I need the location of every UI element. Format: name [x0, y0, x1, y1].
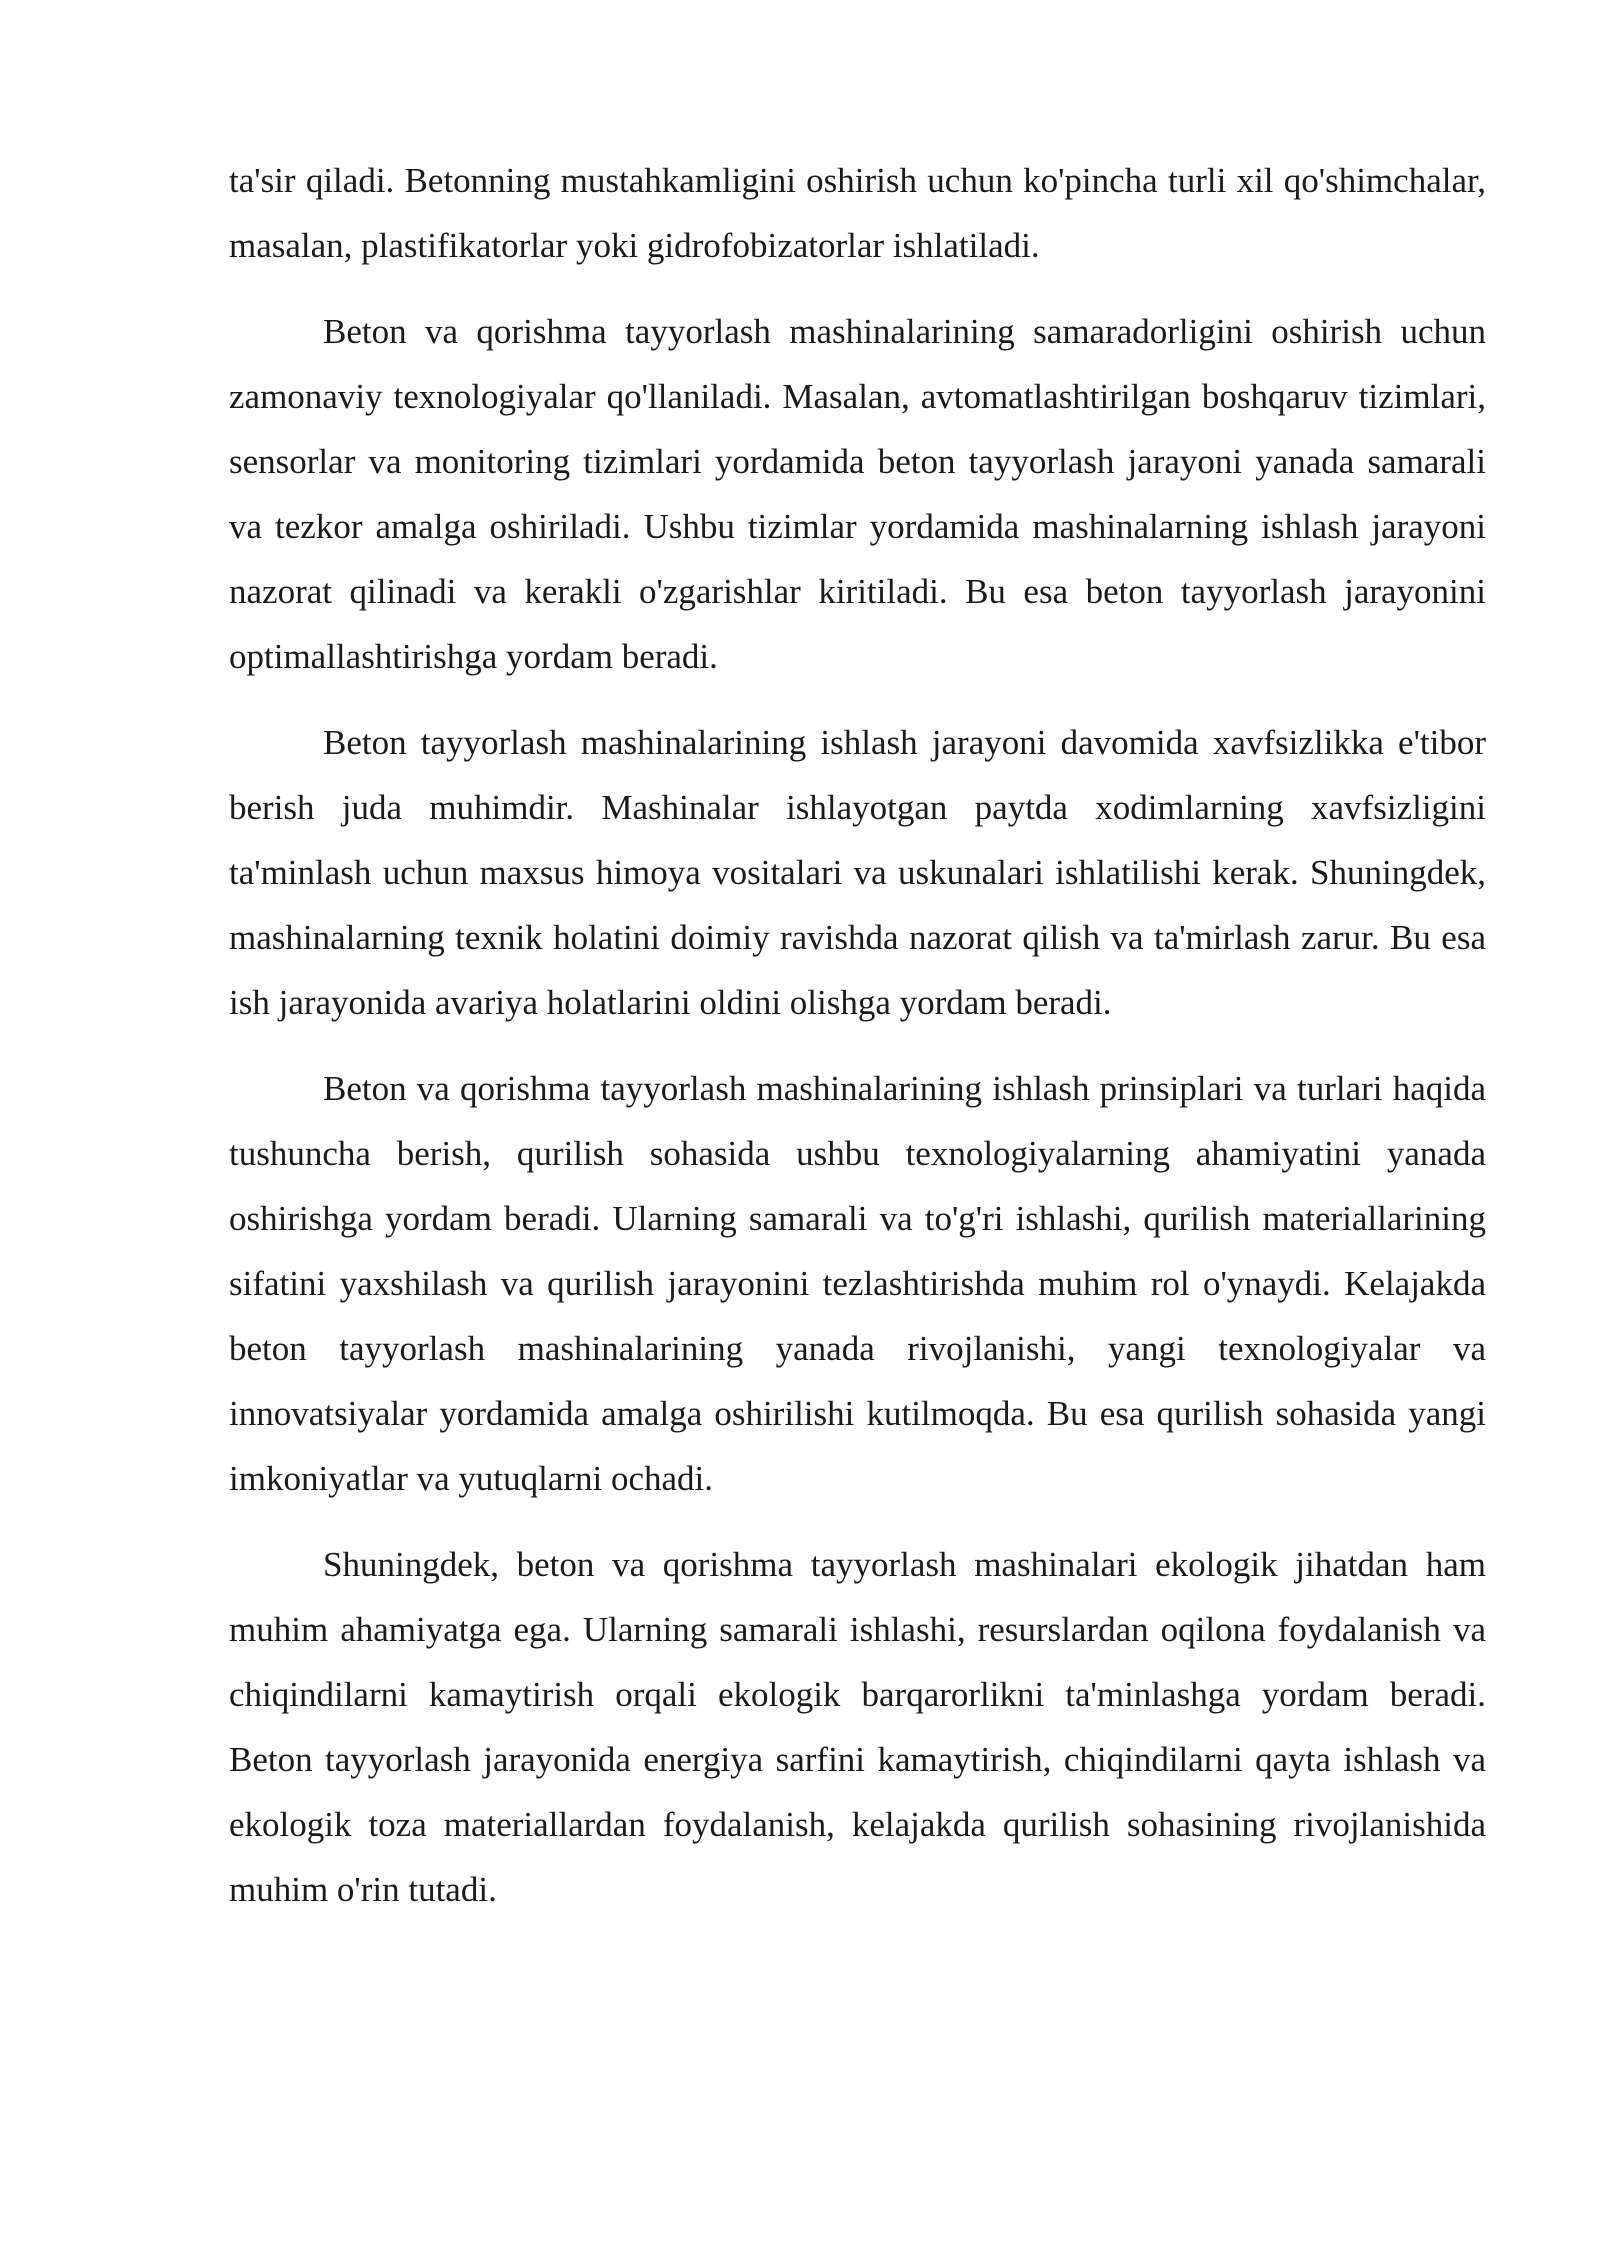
- body-text: [229, 148, 1486, 1943]
- paragraph-4: Beton va qorishma tayyorlash mashinalarining ishlash prinsiplari va turlari haqida tushuncha berish, qurilish sohasida ushbu texnologiyalarning ahamiyatini yanada oshirishga yordam beradi. Ularning samarali va to'g'ri ishlashi, qurilish materiallarining sifatini yaxshilash va qurilish jarayonini tezlashtirishda muhim rol o'ynaydi. Kelajakda beton tayyorlash mashinalarining yanada rivojlanishi, yangi texnologiyalar va innovatsiyalar yordamida amalga oshirilishi kutilmoqda. Bu esa qurilish sohasida yangi imkoniyatlar va yutuqlarni ochadi.: [229, 1069, 1486, 1498]
- paragraph-3: Beton tayyorlash mashinalarining ishlash jarayoni davomida xavfsizlikka e'tibor berish juda muhimdir. Mashinalar ishlayotgan paytda xodimlarning xavfsizligini ta'minlash uchun maxsus himoya vositalari va uskunalari ishlatilishi kerak. Shuningdek, mashinalarning texnik holatini doimiy ravishda nazorat qilish va ta'mirlash zarur. Bu esa ish jarayonida avariya holatlarini oldini olishga yordam beradi.: [229, 723, 1486, 1022]
- paragraph-1: ta'sir qiladi. Betonning mustahkamligini oshirish uchun ko'pincha turli xil qo'shimchalar, masalan, plastifikatorlar yoki gidrofobizatorlar ishlatiladi.: [229, 161, 1486, 265]
- paragraph-2: Beton va qorishma tayyorlash mashinalarining samaradorligini oshirish uchun zamonaviy texnologiyalar qo'llaniladi. Masalan, avtomatlashtirilgan boshqaruv tizimlari, sensorlar va monitoring tizimlari yordamida beton tayyorlash jarayoni yanada samarali va tezkor amalga oshiriladi. Ushbu tizimlar yordamida mashinalarning ishlash jarayoni nazorat qilinadi va kerakli o'zgarishlar kiritiladi. Bu esa beton tayyorlash jarayonini optimallashtirishga yordam beradi.: [229, 312, 1486, 676]
- paragraph-5: Shuningdek, beton va qorishma tayyorlash mashinalari ekologik jihatdan ham muhim ahamiyatga ega. Ularning samarali ishlashi, resurslardan oqilona foydalanish va chiqindilarni kamaytirish orqali ekologik barqarorlikni ta'minlashga yordam beradi. Beton tayyorlash jarayonida energiya sarfini kamaytirish, chiqindilarni qayta ishlash va ekologik toza materiallardan foydalanish, kelajakda qurilish sohasining rivojlanishida muhim o'rin tutadi.: [229, 1545, 1486, 1909]
